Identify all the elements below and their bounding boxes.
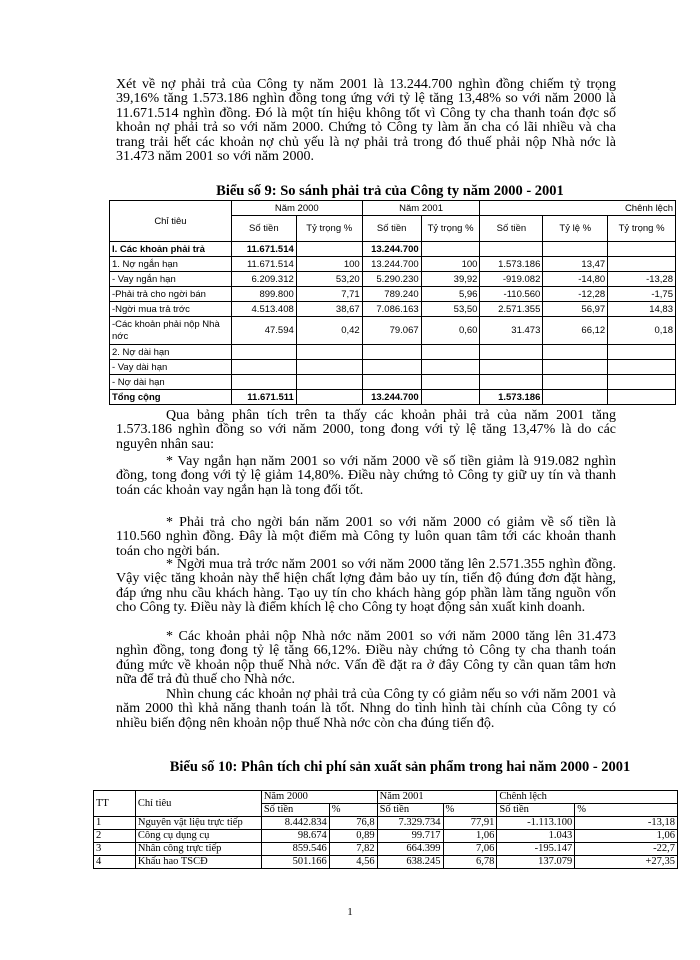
cell: 100 bbox=[296, 257, 362, 272]
cell: -13,18 bbox=[575, 817, 678, 830]
row-label: Nhân công trực tiếp bbox=[135, 843, 261, 856]
row-label: - Nợ dài hạn bbox=[110, 375, 232, 390]
header-share-2001: Tỷ trọng % bbox=[421, 216, 480, 242]
table10-caption: Biểu số 10: Phân tích chi phí sản xuất sản phẩm trong hai năm 2000 - 2001 bbox=[169, 759, 631, 775]
cell: 31.473 bbox=[480, 317, 543, 345]
cell: 7,71 bbox=[296, 287, 362, 302]
cell bbox=[543, 390, 608, 405]
cell: -12,28 bbox=[543, 287, 608, 302]
cell: 1.043 bbox=[497, 830, 575, 843]
paragraph-conclusion: Nhìn chung các khoản nợ phải trả của Công ty có giảm nếu so với năm 2001 và năm 2000 thì khả năng thanh toán là tốt. Nhng do tình hình tài chính của Công ty có nhiều biến động nên khoản nộp thuế Nhà nớc còn cha đúng tiến độ. bbox=[116, 687, 616, 731]
cell: 47.594 bbox=[231, 317, 296, 345]
cell: 98.674 bbox=[261, 830, 329, 843]
cell: -919.082 bbox=[480, 272, 543, 287]
cell bbox=[362, 345, 421, 360]
cell: 11.671.511 bbox=[231, 390, 296, 405]
cell bbox=[421, 242, 480, 257]
header-tt: TT bbox=[94, 791, 136, 817]
cell bbox=[296, 345, 362, 360]
cell bbox=[608, 257, 676, 272]
table-row bbox=[110, 302, 676, 317]
table9-caption: Biểu số 9: So sánh phải trả của Công ty năm 2000 - 2001 bbox=[216, 183, 564, 199]
cell: 501.166 bbox=[261, 856, 329, 869]
cell: 4,56 bbox=[329, 856, 377, 869]
header-pct-2001: % bbox=[443, 804, 497, 817]
cell: 859.546 bbox=[261, 843, 329, 856]
header-amount-2000: Số tiền bbox=[231, 216, 296, 242]
table-row bbox=[110, 242, 676, 257]
header-year-2001: Năm 2001 bbox=[377, 791, 497, 804]
cell: 0,89 bbox=[329, 830, 377, 843]
paragraph-debt-overview: Xét về nợ phải trả của Công ty năm 2001 là 13.244.700 nghìn đồng chiếm tỷ trọng 39,16% tăng 1.573.186 nghìn đồng tong ứng với tỷ lệ tăng 13,48% so với năm 2000 là 11.671.514 nghìn đồng. Đó là một tín hiệu không tốt vì Công ty cha thanh toán đợc số khoản nợ phải trả so với năm 2000. Chứng tỏ Công ty làm ăn cha có lãi nhiều và cha trang trải hết các khoản nợ chủ yếu là nợ phải trả trong đó thuế phải nộp Nhà nớc là 31.473 năm 2001 so với năm 2000. bbox=[116, 77, 616, 165]
cell bbox=[608, 242, 676, 257]
cell: 77,91 bbox=[443, 817, 497, 830]
cell bbox=[421, 390, 480, 405]
row-label: -Phải trả cho ngời bán bbox=[110, 287, 232, 302]
payables-comparison-table bbox=[109, 200, 676, 405]
row-label: Khấu hao TSCĐ bbox=[135, 856, 261, 869]
cell: 4.513.408 bbox=[231, 302, 296, 317]
page-number: 1 bbox=[347, 906, 353, 918]
cell: 0,18 bbox=[608, 317, 676, 345]
cell: 39,92 bbox=[421, 272, 480, 287]
cell: 137.079 bbox=[497, 856, 575, 869]
cell: 13.244.700 bbox=[362, 390, 421, 405]
header-year-2001: Năm 2001 bbox=[362, 201, 480, 216]
cell: 1.573.186 bbox=[480, 390, 543, 405]
table-row bbox=[110, 390, 676, 405]
row-tt: 2 bbox=[94, 830, 136, 843]
table-row bbox=[110, 345, 676, 360]
cell: 5,96 bbox=[421, 287, 480, 302]
header-year-2000: Năm 2000 bbox=[261, 791, 377, 804]
cell bbox=[421, 360, 480, 375]
cell bbox=[480, 375, 543, 390]
cell bbox=[543, 375, 608, 390]
row-label: I. Các khoản phải trả bbox=[110, 242, 232, 257]
cell: 2.571.355 bbox=[480, 302, 543, 317]
cell: 664.399 bbox=[377, 843, 443, 856]
table-row bbox=[94, 843, 678, 856]
cell: -1,75 bbox=[608, 287, 676, 302]
cell: 100 bbox=[421, 257, 480, 272]
cell: 38,67 bbox=[296, 302, 362, 317]
cell: 8.442.834 bbox=[261, 817, 329, 830]
header-chitieu: Chỉ tiêu bbox=[135, 791, 261, 817]
table-row bbox=[110, 360, 676, 375]
table-row bbox=[110, 272, 676, 287]
header-difference: Chênh lệch bbox=[480, 201, 676, 216]
header-pct-2000: % bbox=[329, 804, 377, 817]
cell: 7.086.163 bbox=[362, 302, 421, 317]
header-share-diff: Tỷ trọng % bbox=[608, 216, 676, 242]
paragraph-short-term-loans: * Vay ngắn hạn năm 2001 so với năm 2000 về số tiền giảm là 919.082 nghìn đồng, tong đong với tỷ lệ giảm 14,80%. Điều này chứng tỏ Công ty giữ uy tín và thanh toán các khoản vay ngắn hạn là tong đối tốt. bbox=[116, 454, 616, 498]
cell bbox=[608, 375, 676, 390]
cell: 0,42 bbox=[296, 317, 362, 345]
row-label: - Vay ngắn hạn bbox=[110, 272, 232, 287]
cell: 99.717 bbox=[377, 830, 443, 843]
cell bbox=[480, 242, 543, 257]
cell: 7.329.734 bbox=[377, 817, 443, 830]
row-label: 2. Nợ dài hạn bbox=[110, 345, 232, 360]
cell bbox=[362, 360, 421, 375]
cell: 53,50 bbox=[421, 302, 480, 317]
table-row bbox=[110, 317, 676, 345]
table-row bbox=[110, 287, 676, 302]
header-share-2000: Tỷ trọng % bbox=[296, 216, 362, 242]
cell bbox=[421, 375, 480, 390]
cell: 6,78 bbox=[443, 856, 497, 869]
cell bbox=[296, 360, 362, 375]
cell: 76,8 bbox=[329, 817, 377, 830]
row-label: Nguyên vật liệu trực tiếp bbox=[135, 817, 261, 830]
cell bbox=[296, 375, 362, 390]
row-label: -Các khoản phải nộp Nhà nớc bbox=[110, 317, 232, 345]
cell: -22,7 bbox=[575, 843, 678, 856]
row-label: Tổng cộng bbox=[110, 390, 232, 405]
cell bbox=[231, 360, 296, 375]
cell: 7,06 bbox=[443, 843, 497, 856]
cell: 1,06 bbox=[443, 830, 497, 843]
cell: 13.244.700 bbox=[362, 257, 421, 272]
row-tt: 4 bbox=[94, 856, 136, 869]
cell bbox=[608, 390, 676, 405]
cell: 1,06 bbox=[575, 830, 678, 843]
header-difference: Chênh lệch bbox=[497, 791, 678, 804]
header-year-2000: Năm 2000 bbox=[231, 201, 362, 216]
paragraph-customer-prepayments: * Ngời mua trả trớc năm 2001 so với năm 2000 tăng lên 2.571.355 nghìn đồng. Vậy việc tăng khoản này thể hiện chất lợng đảm bảo uy tín, tiến độ đúng đơn đặt hàng, đáp ứng nhu cầu khách hàng. Tạo uy tín cho khách hàng góp phần làm tăng nguồn vốn cho Công ty. Điều này là điểm khích lệ cho Công ty hoạt động sản xuất kinh doanh. bbox=[116, 557, 616, 616]
production-cost-table bbox=[93, 790, 678, 869]
cell bbox=[480, 360, 543, 375]
header-pct-diff: % bbox=[575, 804, 678, 817]
cell: 1.573.186 bbox=[480, 257, 543, 272]
header-rate-diff: Tỷ lệ % bbox=[543, 216, 608, 242]
table-row bbox=[94, 830, 678, 843]
cell: 899.800 bbox=[231, 287, 296, 302]
table-row bbox=[110, 257, 676, 272]
cell: -110.560 bbox=[480, 287, 543, 302]
cell bbox=[608, 360, 676, 375]
cell: 789.240 bbox=[362, 287, 421, 302]
header-chitieu: Chỉ tiêu bbox=[110, 201, 232, 242]
cell bbox=[231, 375, 296, 390]
cell bbox=[421, 345, 480, 360]
cell: 13,47 bbox=[543, 257, 608, 272]
cell: -14,80 bbox=[543, 272, 608, 287]
cell: 79.067 bbox=[362, 317, 421, 345]
cell bbox=[608, 345, 676, 360]
header-amount-2001: Số tiền bbox=[362, 216, 421, 242]
header-amount-2000: Số tiền bbox=[261, 804, 329, 817]
paragraph-analysis: Qua bảng phân tích trên ta thấy các khoản phải trả của năm 2001 tăng 1.573.186 nghìn đồng so với năm 2000, tong đong với tỷ lệ tăng 13,47% là do các nguyên nhân sau: bbox=[116, 408, 616, 452]
cell: 0,60 bbox=[421, 317, 480, 345]
paragraph-state-payables: * Các khoản phải nộp Nhà nớc năm 2001 so với năm 2000 tăng lên 31.473 nghìn đồng, tong đong tỷ lệ tăng 66,12%. Điều này chứng tỏ Công ty cha thanh toán đúng mức về khoản nộp thuế Nhà nớc. Vấn đề đặt ra ở đây Công ty cần quan tâm hơn nữa để trả đủ thuế cho Nhà nớc. bbox=[116, 629, 616, 688]
cell bbox=[296, 390, 362, 405]
row-label: - Vay dài hạn bbox=[110, 360, 232, 375]
cell: 56,97 bbox=[543, 302, 608, 317]
cell: 5.290.230 bbox=[362, 272, 421, 287]
cell bbox=[480, 345, 543, 360]
cell bbox=[543, 242, 608, 257]
cell bbox=[362, 375, 421, 390]
cell bbox=[296, 242, 362, 257]
cell: -1.113.100 bbox=[497, 817, 575, 830]
row-label: Công cụ dụng cụ bbox=[135, 830, 261, 843]
cell: 13.244.700 bbox=[362, 242, 421, 257]
row-label: -Ngời mua trả trớc bbox=[110, 302, 232, 317]
cell: 6.209.312 bbox=[231, 272, 296, 287]
cell: 14,83 bbox=[608, 302, 676, 317]
cell: 11.671.514 bbox=[231, 242, 296, 257]
cell: 638.245 bbox=[377, 856, 443, 869]
header-amount-diff: Số tiền bbox=[480, 216, 543, 242]
row-tt: 3 bbox=[94, 843, 136, 856]
cell: +27,35 bbox=[575, 856, 678, 869]
cell: 66,12 bbox=[543, 317, 608, 345]
table-row bbox=[110, 375, 676, 390]
cell: -195.147 bbox=[497, 843, 575, 856]
table-row bbox=[94, 856, 678, 869]
row-label: 1. Nợ ngắn hạn bbox=[110, 257, 232, 272]
cell bbox=[231, 345, 296, 360]
paragraph-payable-sellers: * Phải trả cho ngời bán năm 2001 so với năm 2000 có giảm về số tiền là 110.560 nghìn đồng. Đây là một điểm mà Công ty luôn quan tâm tới các khoản thanh toán cho ngời bán. bbox=[116, 515, 616, 559]
table-row bbox=[94, 817, 678, 830]
cell bbox=[543, 345, 608, 360]
header-amount-diff: Số tiền bbox=[497, 804, 575, 817]
cell: 53,20 bbox=[296, 272, 362, 287]
row-tt: 1 bbox=[94, 817, 136, 830]
header-amount-2001: Số tiền bbox=[377, 804, 443, 817]
cell: 11.671.514 bbox=[231, 257, 296, 272]
cell: 7,82 bbox=[329, 843, 377, 856]
cell: -13,28 bbox=[608, 272, 676, 287]
cell bbox=[543, 360, 608, 375]
